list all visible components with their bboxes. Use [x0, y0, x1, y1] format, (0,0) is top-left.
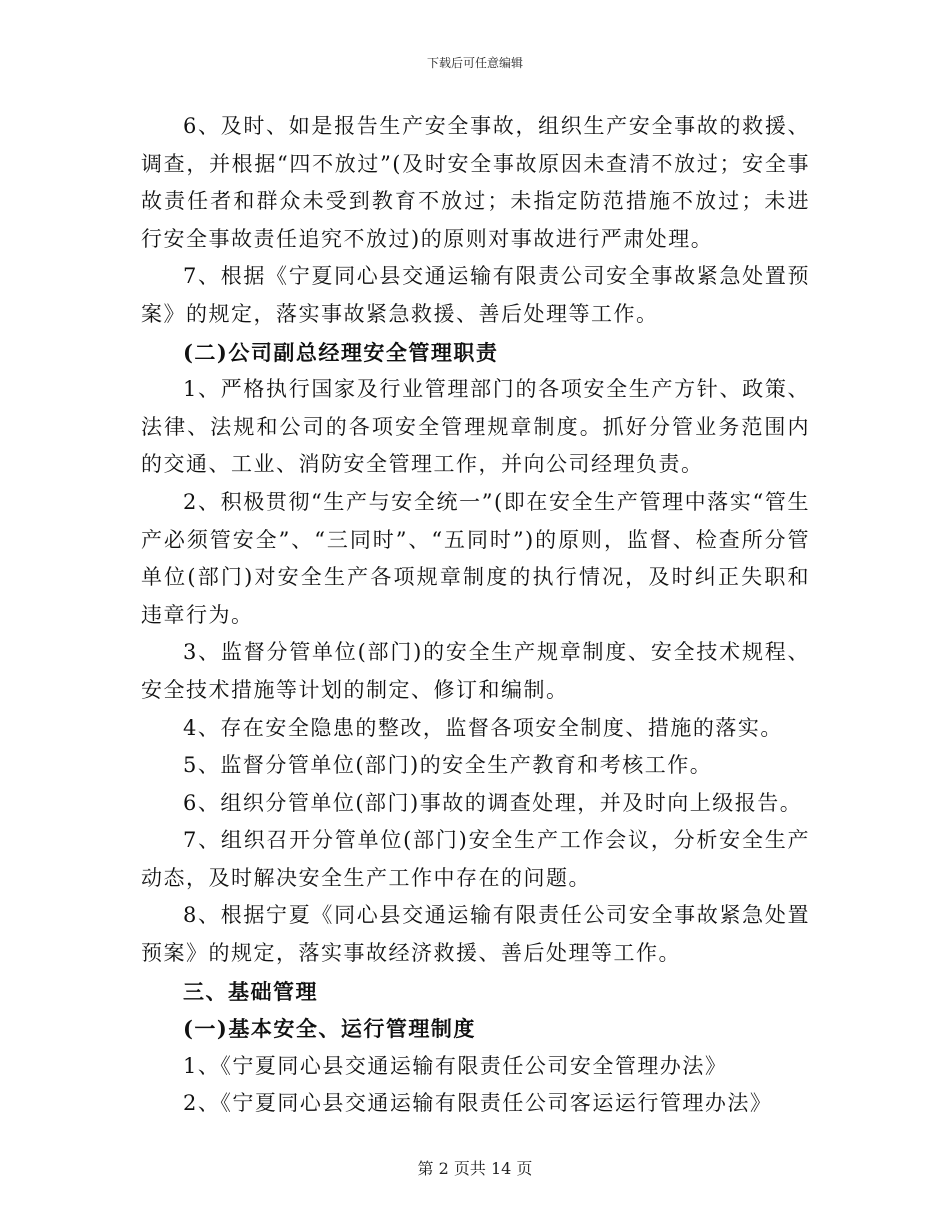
- paragraph-deputy-4: 4、存在安全隐患的整改，监督各项安全制度、措施的落实。: [183, 715, 783, 740]
- paragraph-deputy-7: 7、组织召开分管单位(部门)安全生产工作会议，分析安全生产动态，及时解决安全生产工作中存在的问题。: [141, 828, 810, 890]
- paragraph-deputy-5: 5、监督分管单位(部门)的安全生产教育和考核工作。: [183, 753, 713, 778]
- page-footer: 第 2 页共 14 页: [417, 1159, 533, 1178]
- subsection-heading-basic-rules: (一)基本安全、运行管理制度: [183, 1016, 476, 1042]
- section-heading-deputy-manager: (二)公司副总经理安全管理职责: [183, 339, 499, 365]
- paragraph-6-accident-reporting: 6、及时、如是报告生产安全事故，组织生产安全事故的救援、调查，并根据“四不放过”(及时安全事故原因未查清不放过；安全事故责任者和群众未受到教育不放过；未指定防范措施不放过；未进行安全事故责任追究不放过)的原则对事故进行严肃处理。: [141, 114, 810, 251]
- paragraph-deputy-6: 6、组织分管单位(部门)事故的调查处理，并及时向上级报告。: [183, 790, 803, 815]
- page-header: 下载后可任意编辑: [426, 56, 523, 70]
- rule-item-1: 1、《宁夏同心县交通运输有限责任公司安全管理办法》: [183, 1053, 728, 1078]
- paragraph-7-emergency-plan: 7、根据《宁夏同心县交通运输有限责公司安全事故紧急处置预案》的规定，落实事故紧急救援、善后处理等工作。: [141, 264, 810, 326]
- paragraph-deputy-3: 3、监督分管单位(部门)的安全生产规章制度、安全技术规程、安全技术措施等计划的制定、修订和编制。: [141, 640, 810, 702]
- section-heading-basic-management: 三、基础管理: [183, 978, 318, 1004]
- rule-item-2: 2、《宁夏同心县交通运输有限责任公司客运运行管理办法》: [183, 1091, 773, 1116]
- document-body: [141, 108, 810, 1123]
- paragraph-deputy-1: 1、严格执行国家及行业管理部门的各项安全生产方针、政策、法律、法规和公司的各项安全管理规章制度。抓好分管业务范围内的交通、工业、消防安全管理工作，并向公司经理负责。: [141, 377, 810, 477]
- paragraph-deputy-8: 8、根据宁夏《同心县交通运输有限责任公司安全事故紧急处置预案》的规定，落实事故经济救援、善后处理等工作。: [141, 903, 810, 966]
- paragraph-deputy-2: 2、积极贯彻“生产与安全统一”(即在安全生产管理中落实“管生产必须管安全”、“三同时”、“五同时”)的原则，监督、检查所分管单位(部门)对安全生产各项规章制度的执行情况，及时纠正失职和违章行为。: [141, 489, 810, 627]
